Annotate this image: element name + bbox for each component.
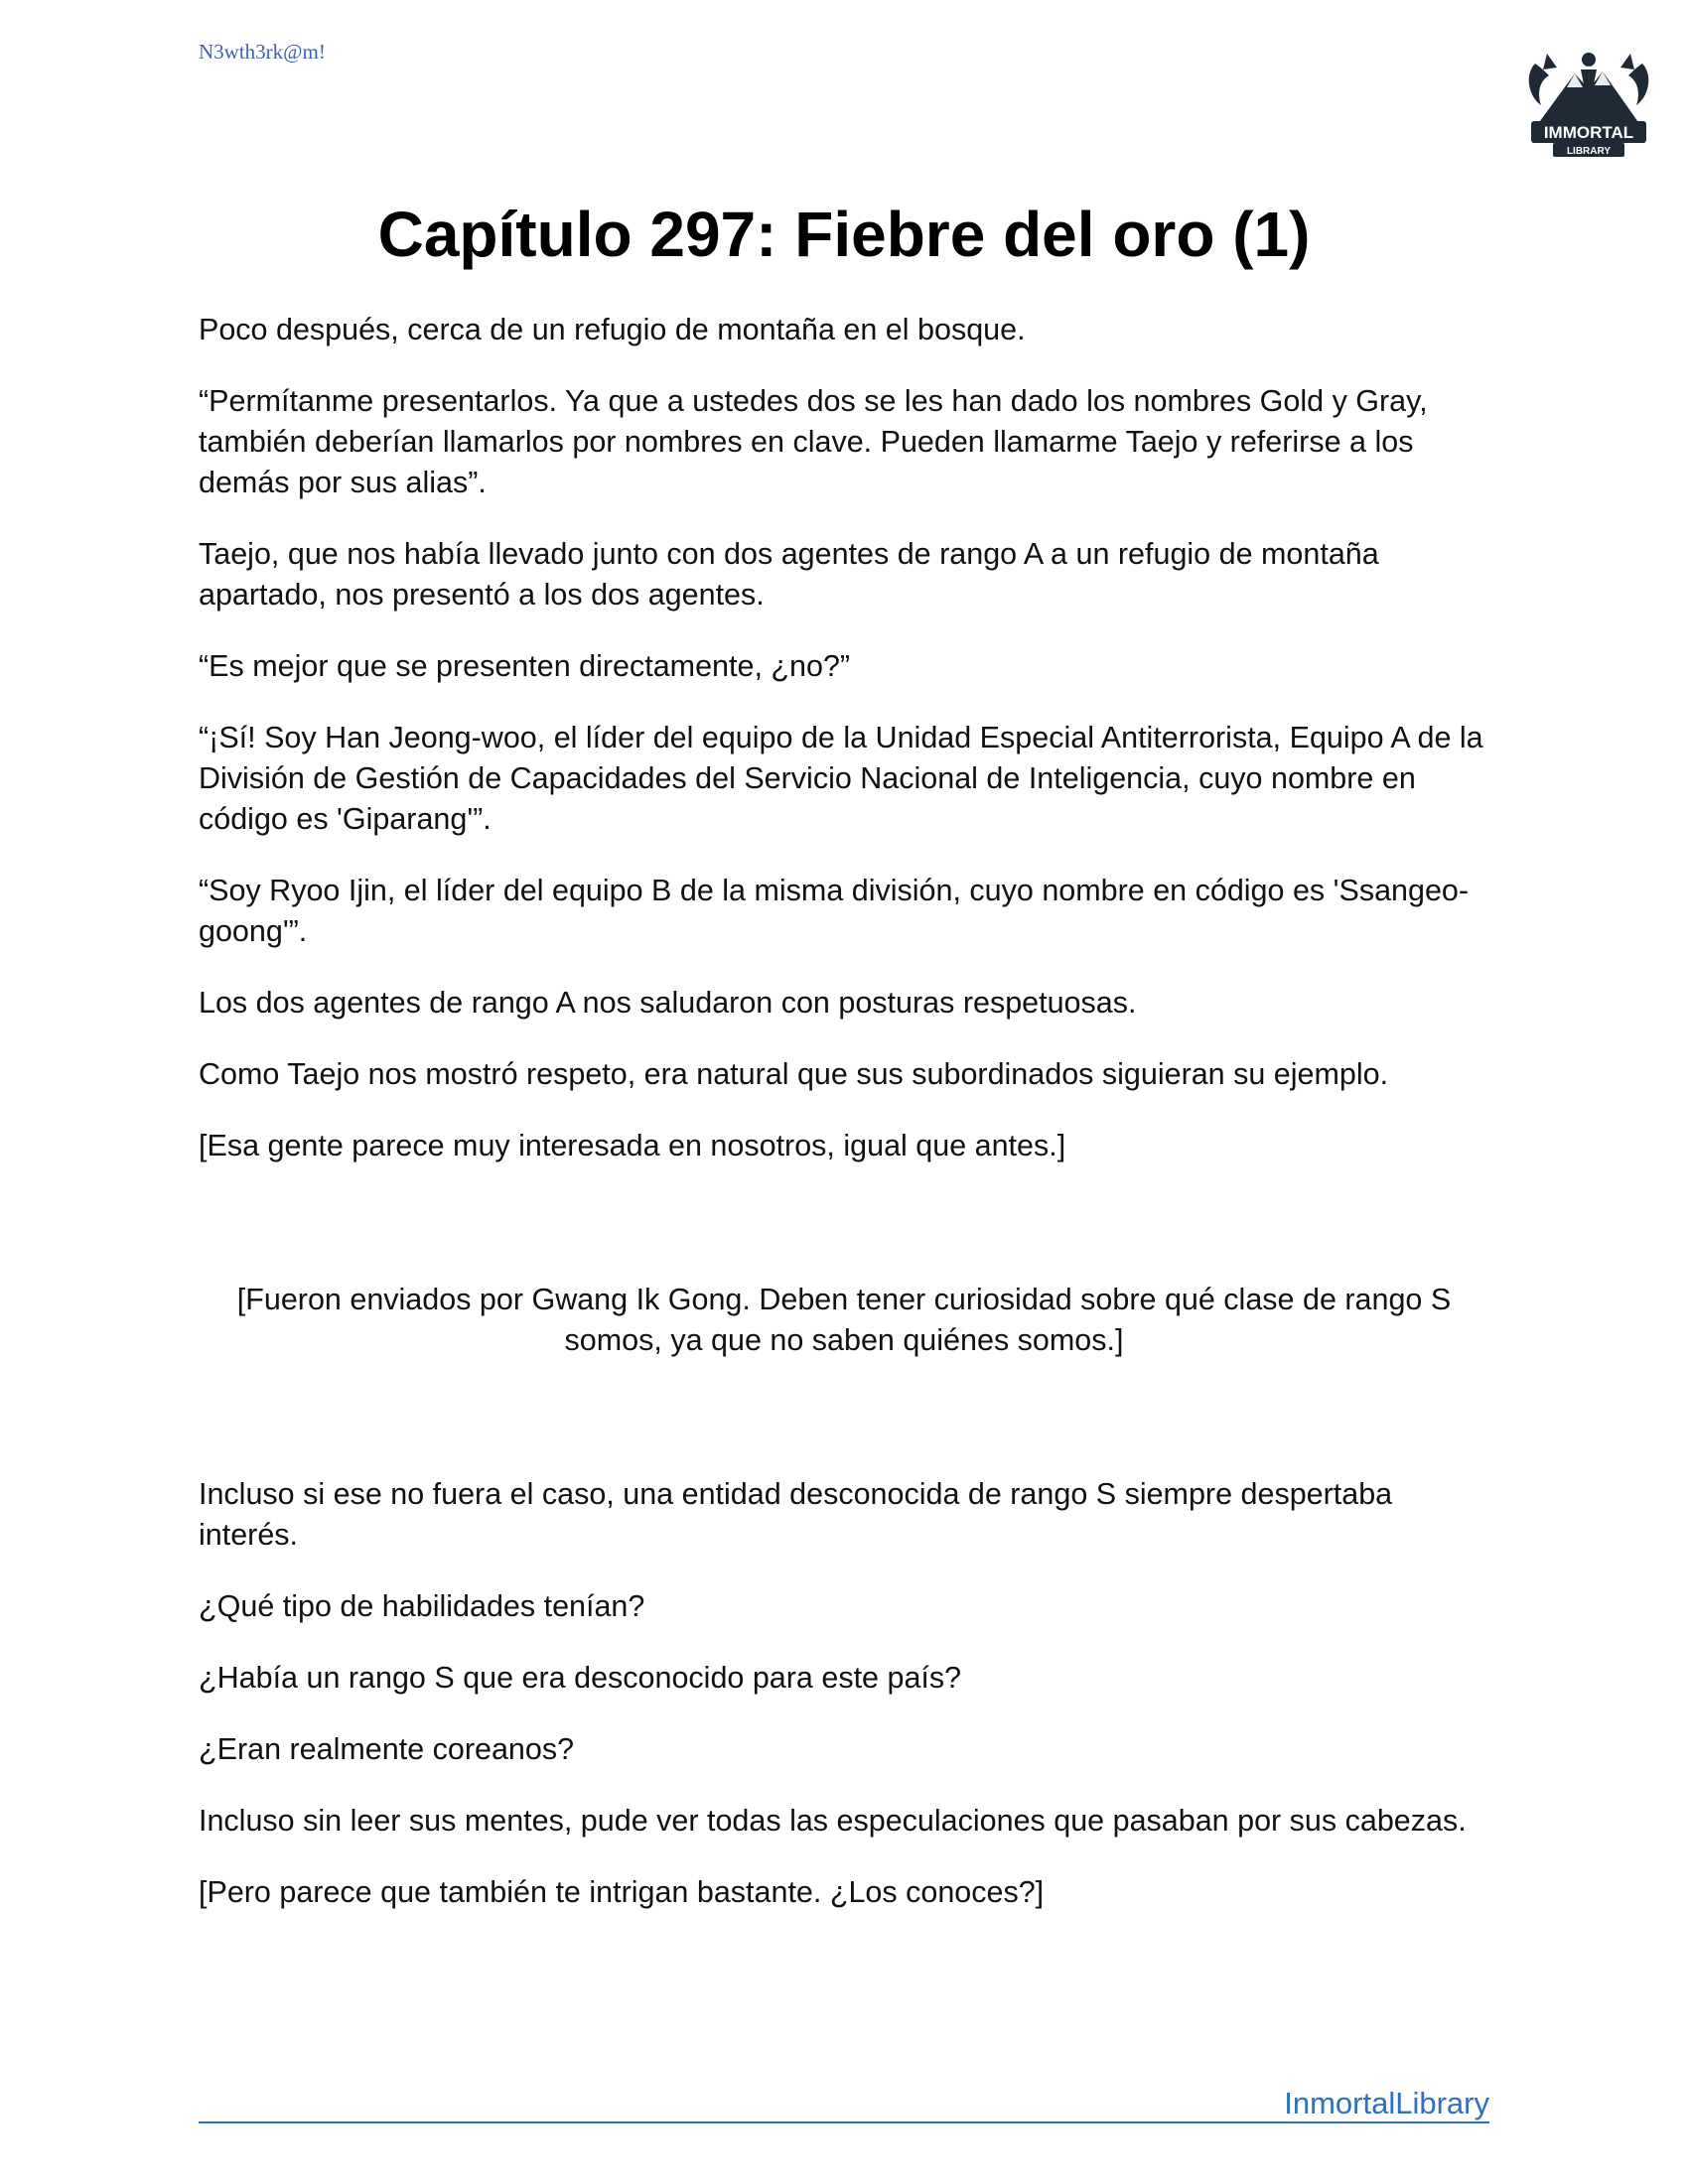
- logo-text-library: LIBRARY: [1566, 146, 1612, 157]
- paragraph: “Es mejor que se presenten directamente, ¿no?”: [199, 649, 851, 683]
- paragraph: [Pero parece que también te intrigan bastante. ¿Los conoces?]: [199, 1875, 1045, 1909]
- paragraph: [Esa gente parece muy interesada en nosotros, igual que antes.]: [199, 1129, 1066, 1162]
- paragraph: Incluso si ese no fuera el caso, una entidad desconocida de rango S siempre despertaba interés.: [199, 1477, 1393, 1552]
- paragraph: “Permítanme presentarlos. Ya que a ustedes dos se les han dado los nombres Gold y Gray, también deberían llamarlos por nombres en clave. Pueden llamarme Taejo y referirse a los demás por sus alias”.: [199, 384, 1428, 499]
- watermark-text: N3wth3rk@m!: [199, 40, 326, 64]
- footer-link[interactable]: InmortalLibrary: [1284, 2086, 1489, 2120]
- centered-paragraph: [Fueron enviados por Gwang Ik Gong. Deben tener curiosidad sobre qué clase de rango S somos, ya que no saben quiénes somos.]: [236, 1283, 1452, 1357]
- paragraph: ¿Había un rango S que era desconocido para este país?: [199, 1661, 962, 1695]
- paragraph: ¿Qué tipo de habilidades tenían?: [199, 1589, 645, 1623]
- paragraph: Poco después, cerca de un refugio de montaña en el bosque.: [199, 313, 1026, 346]
- chapter-title: Capítulo 297: Fiebre del oro (1): [377, 199, 1311, 270]
- paragraph: Taejo, que nos había llevado junto con dos agentes de rango A a un refugio de montaña apartado, nos presentó a los dos agentes.: [199, 537, 1379, 612]
- immortal-library-logo-icon: [1517, 34, 1660, 163]
- footer-divider: [199, 2121, 1489, 2123]
- paragraph: Los dos agentes de rango A nos saludaron con posturas respetuosas.: [199, 986, 1137, 1020]
- paragraph: Incluso sin leer sus mentes, pude ver todas las especulaciones que pasaban por sus cabezas.: [199, 1804, 1467, 1838]
- paragraph: Como Taejo nos mostró respeto, era natural que sus subordinados siguieran su ejemplo.: [199, 1057, 1389, 1091]
- chapter-body: [199, 310, 1489, 1944]
- paragraph: “Soy Ryoo Ijin, el líder del equipo B de la misma división, cuyo nombre en código es 'Ssangeo-goong'”.: [199, 874, 1470, 948]
- paragraph: “¡Sí! Soy Han Jeong-woo, el líder del equipo de la Unidad Especial Antiterrorista, Equipo A de la División de Gestión de Capacidades del Servicio Nacional de Inteligencia, cuyo nombre en código es 'Giparang'”.: [199, 721, 1483, 836]
- logo-text-immortal: IMMORTAL: [1543, 123, 1634, 142]
- paragraph: ¿Eran realmente coreanos?: [199, 1732, 575, 1766]
